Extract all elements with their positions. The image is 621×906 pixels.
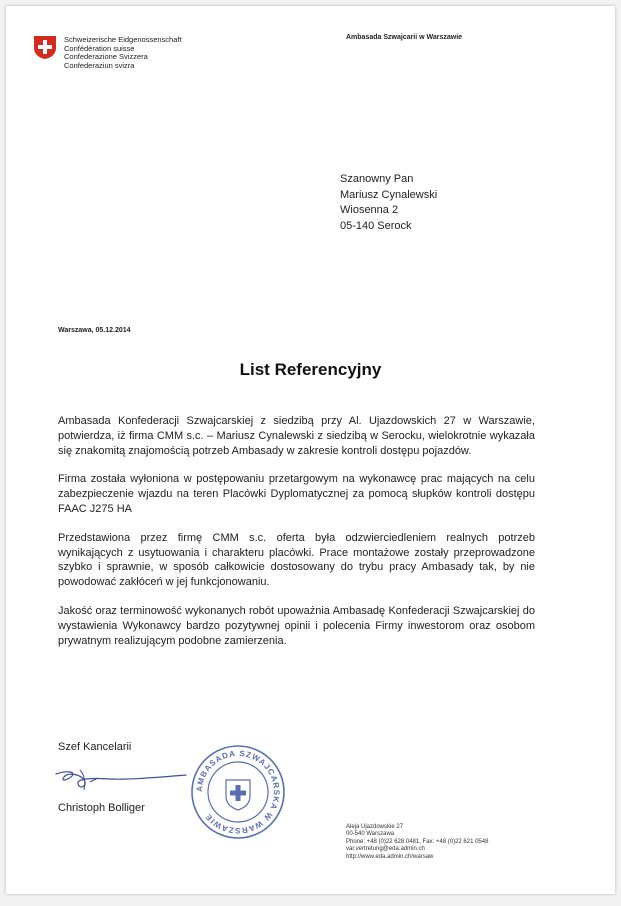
body-paragraph: Jakość oraz terminowość wykonanych robót upoważnia Ambasadę Konfederacji Szwajcarskiej do wystawienia Wykonawcy bardzo pozytywnej opinii i polecenia Firmy inwestorom oraz osobom prywatnym realizującym podobne zamierzenia. [58,604,535,647]
footer-street: Aleja Ujazdowskie 27 [346,824,404,830]
date-line: Warszawa, 05.12.2014 [58,327,131,334]
recipient-salutation: Szanowny Pan [340,173,414,185]
document-title: List Referencyjny [239,360,382,379]
embassy-contact-footer [346,824,488,861]
recipient-street: Wiosenna 2 [340,204,399,216]
swiss-crest-icon [32,34,58,60]
embassy-stamp [188,742,288,842]
footer-postcode: 00-540 Warszawa [346,831,395,838]
recipient-city: 05-140 Serock [340,219,412,232]
recipient-address [340,172,437,234]
recipient-name: Mariusz Cynalewski [340,188,438,201]
body-paragraph: Przedstawiona przez firmę CMM s.c. oferta była odzwierciedleniem realnych potrzeb wynikających z usytuowania i charakteru placówki. Prace montażowe zostały przeprowadzone szybko i sprawnie, w sposób całkowicie dostosowany do trybu pracy Ambasady tak, by nie powodować zakłóceń w jej funkcjonowaniu. [58,531,535,589]
org-name-it: Confederazione Svizzera [64,52,148,62]
letter-body [58,414,535,662]
footer-website: http://www.eda.admin.ch/warsaw [346,853,434,860]
footer-phone-fax: Phone: +48 (0)22 628 0481, Fax: +48 (0)22 621 0548 [346,838,489,845]
letter-page [6,6,615,894]
org-name-fr: Confédération suisse [64,43,135,53]
letterhead-org-names [64,36,182,70]
signature-image [50,760,190,796]
body-paragraph: Firma została wyłoniona w postępowaniu przetargowym na wykonawcę prac mających na celu zabezpieczenie wjazdu na teren Placówki Dyplomatycznej za pomocą słupków kontroli dostępu FAAC J275 HA [58,473,535,515]
signer-name: Christoph Bolliger [58,802,145,814]
sender-name: Ambasada Szwajcarii w Warszawie [346,34,463,41]
body-paragraph: Ambasada Konfederacji Szwajcarskiej z siedzibą przy Al. Ujazdowskich 27 w Warszawie, potwierdza, iż firma CMM s.c. – Mariusz Cynalewski z siedzibą w Serocku, wielokrotnie wykazała się znakomitą znajomością potrzeb Ambasady w zakresie kontroli dostępu pojazdów. [58,415,535,457]
footer-email: var.vertretung@eda.admin.ch [346,846,425,853]
org-name-rm: Confederaziun svizra [64,60,135,70]
signoff-role: Szef Kancelarii [58,741,132,753]
org-name-de: Schweizerische Eidgenossenschaft [64,35,182,44]
svg-text:AMBASADA SZWAJCARSKA W WARSZAW: AMBASADA SZWAJCARSKA W WARSZAWIE [194,748,282,836]
